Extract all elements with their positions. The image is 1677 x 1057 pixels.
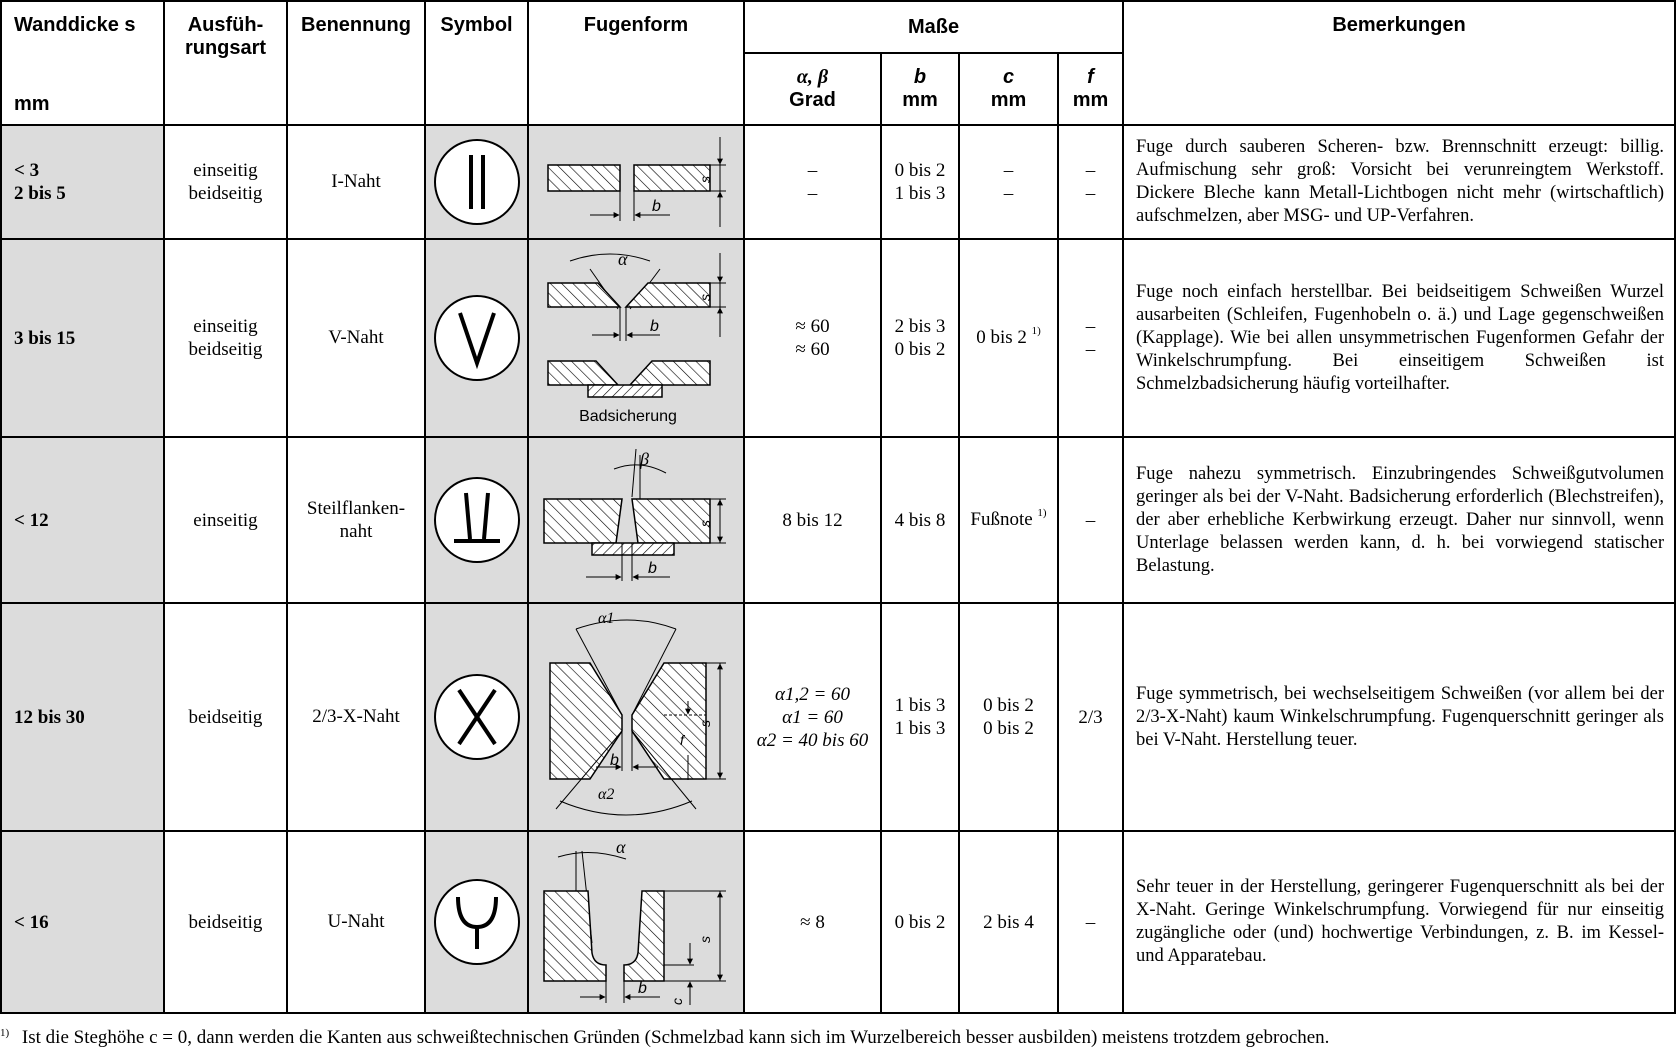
name-cell: I-Naht — [287, 125, 425, 239]
alpha1-label: α1 — [598, 610, 615, 627]
name-cell — [287, 437, 425, 603]
b-value: 0 bis 2 — [894, 160, 946, 181]
header-f-label: f — [1087, 66, 1094, 88]
symbol-cell — [425, 239, 528, 437]
thickness-value: < 3 — [14, 160, 40, 181]
c-value: – — [1003, 183, 1014, 204]
b-cell — [881, 239, 959, 437]
alpha-label: α — [616, 837, 626, 857]
footnote-text: Ist die Steghöhe c = 0, dann werden die Kanten aus schweißtechnischen Gründen (Schmelzbad kann sich im Wurzelbereich besser ausbilden) meistens trotzdem gebrochen. — [21, 1027, 1330, 1048]
s-label: s — [697, 176, 713, 183]
name-value: naht — [339, 521, 373, 542]
footnote-ref: 1) — [1031, 325, 1041, 337]
header-alpha-unit: Grad — [789, 89, 836, 111]
s-label: s — [697, 294, 713, 301]
footnote-ref: 1) — [1037, 507, 1047, 519]
header-wanddicke-label: Wanddicke s — [14, 14, 136, 36]
header-ausfuehrungsart-line1: Ausfüh- — [187, 14, 264, 36]
b-cell — [881, 603, 959, 831]
f-cell — [1058, 125, 1123, 239]
name-cell: 2/3-X-Naht — [287, 603, 425, 831]
v-weld-symbol-icon — [432, 293, 522, 383]
fugenform-cell — [528, 125, 744, 239]
s-label: s — [697, 720, 713, 727]
art-cell — [164, 437, 287, 603]
backing-label: Badsicherung — [579, 408, 677, 425]
art-value: einseitig — [193, 509, 258, 531]
header-benennung: Benennung — [287, 1, 425, 125]
thickness-cell — [1, 239, 164, 437]
alpha-value: ≈ 60 — [795, 316, 830, 337]
f-value: – — [1085, 183, 1096, 204]
art-value: beidseitig — [188, 706, 263, 728]
u-joint-diagram — [530, 833, 742, 1011]
footnote — [0, 1027, 1329, 1049]
alpha-value: ≈ 8 — [800, 911, 825, 933]
f-value: – — [1085, 160, 1096, 181]
header-c-unit: mm — [990, 89, 1027, 111]
c-value: – — [1003, 160, 1014, 181]
table-row — [1, 125, 1675, 239]
b-label: b — [648, 560, 657, 577]
f-value: – — [1085, 316, 1096, 337]
header-alpha — [744, 53, 881, 125]
art-value: einseitig — [193, 316, 258, 337]
c-value: Fußnote — [970, 509, 1033, 530]
name-cell: V-Naht — [287, 239, 425, 437]
remark-cell: Fuge symmetrisch, bei wechselseitigem Schweißen (vor allem bei der 2/3-X-Naht) kaum Winkelschrumpfung. Fugenquerschnitt geringer als bei V-Naht. Herstellung teuer. — [1123, 603, 1675, 831]
v-joint-diagram — [530, 241, 742, 435]
thickness-cell — [1, 603, 164, 831]
steep-flank-weld-symbol-icon — [432, 475, 522, 565]
alpha-label: α — [618, 249, 628, 269]
table-row — [1, 437, 1675, 603]
thickness-cell — [1, 125, 164, 239]
c-label: c — [669, 998, 685, 1005]
alpha-cell — [744, 603, 881, 831]
b-label: b — [638, 980, 647, 997]
art-value: beidseitig — [188, 183, 263, 204]
f-value: – — [1085, 911, 1096, 933]
b-value: 1 bis 3 — [894, 695, 946, 716]
fugenform-cell — [528, 603, 744, 831]
c-value: 0 bis 2 — [983, 718, 1034, 739]
s-label: s — [697, 520, 713, 527]
f-cell — [1058, 437, 1123, 603]
thickness-value: 3 bis 15 — [14, 327, 76, 349]
thickness-value: 12 bis 30 — [14, 706, 85, 728]
x-joint-diagram — [530, 605, 742, 829]
header-b-label: b — [913, 66, 927, 88]
s-label: s — [697, 936, 713, 943]
header-ausfuehrungsart — [164, 1, 287, 125]
c-cell — [959, 437, 1058, 603]
b-label: b — [650, 318, 659, 335]
header-wanddicke-unit: mm — [14, 93, 50, 115]
f-value: – — [1085, 509, 1096, 531]
b-value: 1 bis 3 — [894, 183, 946, 204]
alpha-cell — [744, 125, 881, 239]
beta-label: β — [640, 449, 649, 469]
f-value: 2/3 — [1078, 706, 1103, 728]
alpha-value: α2 = 40 bis 60 — [756, 729, 869, 751]
alpha-value: α1 = 60 — [782, 706, 843, 728]
c-value: 0 bis 2 — [976, 327, 1027, 348]
f-cell — [1058, 239, 1123, 437]
c-value: 2 bis 4 — [983, 911, 1034, 933]
header-symbol: Symbol — [425, 1, 528, 125]
steep-flank-joint-diagram — [530, 439, 742, 601]
f-value: – — [1085, 339, 1096, 360]
c-value: 0 bis 2 — [983, 695, 1034, 716]
alpha-value: – — [807, 183, 818, 204]
symbol-cell — [425, 831, 528, 1013]
header-f — [1058, 53, 1123, 125]
header-f-unit: mm — [1072, 89, 1109, 111]
alpha2-label: α2 — [598, 786, 615, 803]
header-alpha-label: α, β — [796, 66, 829, 88]
name-value: Steilflanken- — [306, 498, 406, 519]
b-cell — [881, 125, 959, 239]
remark-cell: Fuge durch sauberen Scheren- bzw. Brennschnitt erzeugt: billig. Aufmischung sehr groß: Vorsicht bei verunreingtem Werkstoff. Dickere Bleche kann Metall-Lichtbogen nicht mehr (wirtschaftlich) aufschmelzen, aber MSG- und UP-Verfahren. — [1123, 125, 1675, 239]
alpha-value: 8 bis 12 — [782, 509, 843, 531]
b-label: b — [610, 752, 619, 769]
remark-cell: Fuge noch einfach herstellbar. Bei beidseitigem Schweißen Wurzel ausarbeiten (Schleifen, Fugenhobeln o. ä.) und Lage gegenschweißen (Kapplage). Wie bei allen unsymmetrischen Fugenformen Gefahr der Winkelschrumpfung. Bei einseitigem Schweißen ist Schmelzbadsicherung häufig vorteilhafter. — [1123, 239, 1675, 437]
fugenform-cell — [528, 239, 744, 437]
c-cell — [959, 125, 1058, 239]
b-value: 2 bis 3 — [894, 316, 946, 337]
remark-cell: Sehr teuer in der Herstellung, geringerer Fugenquerschnitt als bei der X-Naht. Geringe Winkelschrumpfung. Vorwiegend für nur einseitig zugängliche oder (und) hochwertige Verbindungen, z. B. im Kessel- und Apparatebau. — [1123, 831, 1675, 1013]
alpha-cell — [744, 437, 881, 603]
header-c — [959, 53, 1058, 125]
art-cell — [164, 239, 287, 437]
b-value: 4 bis 8 — [894, 509, 946, 531]
header-b-unit: mm — [902, 89, 938, 111]
thickness-value: < 16 — [14, 911, 49, 933]
art-value: einseitig — [193, 160, 258, 181]
i-weld-symbol-icon — [432, 137, 522, 227]
art-cell — [164, 831, 287, 1013]
symbol-cell — [425, 437, 528, 603]
f-cell — [1058, 831, 1123, 1013]
table-row — [1, 239, 1675, 437]
header-c-label: c — [1002, 66, 1015, 88]
fugenform-cell — [528, 437, 744, 603]
footnote-mark: 1) — [0, 1027, 10, 1039]
alpha-value: – — [807, 160, 818, 181]
u-weld-symbol-icon — [432, 877, 522, 967]
thickness-value: < 12 — [14, 509, 49, 531]
header-ausfuehrungsart-line2: rungsart — [184, 37, 267, 59]
header-b — [881, 53, 959, 125]
c-cell — [959, 603, 1058, 831]
b-label: b — [652, 198, 661, 215]
c-cell — [959, 239, 1058, 437]
art-value: beidseitig — [188, 911, 263, 933]
i-joint-diagram — [530, 127, 742, 237]
thickness-cell — [1, 831, 164, 1013]
c-cell — [959, 831, 1058, 1013]
alpha-value: α1,2 = 60 — [774, 683, 851, 705]
alpha-cell — [744, 831, 881, 1013]
x-weld-symbol-icon — [432, 672, 522, 762]
header-bemerkungen: Bemerkungen — [1123, 1, 1675, 125]
symbol-cell — [425, 603, 528, 831]
table-row — [1, 831, 1675, 1013]
symbol-cell — [425, 125, 528, 239]
art-cell — [164, 125, 287, 239]
b-cell — [881, 437, 959, 603]
remark-cell: Fuge nahezu symmetrisch. Einzubringendes Schweißgutvolumen geringer als bei der V-Naht. Badsicherung erforderlich (Blechstreifen), der aber erhebliche Kerbwirkung erzeugt. Daher nur sinnvoll, wenn Unterlage belassen werden kann, d. h. bei vorwiegend statischer Belastung. — [1123, 437, 1675, 603]
thickness-cell — [1, 437, 164, 603]
header-masse: Maße — [744, 1, 1123, 53]
header-wanddicke — [1, 1, 164, 125]
art-value: beidseitig — [188, 339, 263, 360]
table-row — [1, 603, 1675, 831]
f-label: f — [680, 732, 684, 748]
f-cell — [1058, 603, 1123, 831]
fugenform-cell — [528, 831, 744, 1013]
b-value: 0 bis 2 — [894, 339, 946, 360]
b-value: 0 bis 2 — [894, 911, 946, 933]
name-cell: U-Naht — [287, 831, 425, 1013]
alpha-cell — [744, 239, 881, 437]
b-value: 1 bis 3 — [894, 718, 946, 739]
alpha-value: ≈ 60 — [795, 339, 830, 360]
art-cell — [164, 603, 287, 831]
header-fugenform: Fugenform — [528, 1, 744, 125]
thickness-value: 2 bis 5 — [14, 183, 66, 204]
b-cell — [881, 831, 959, 1013]
